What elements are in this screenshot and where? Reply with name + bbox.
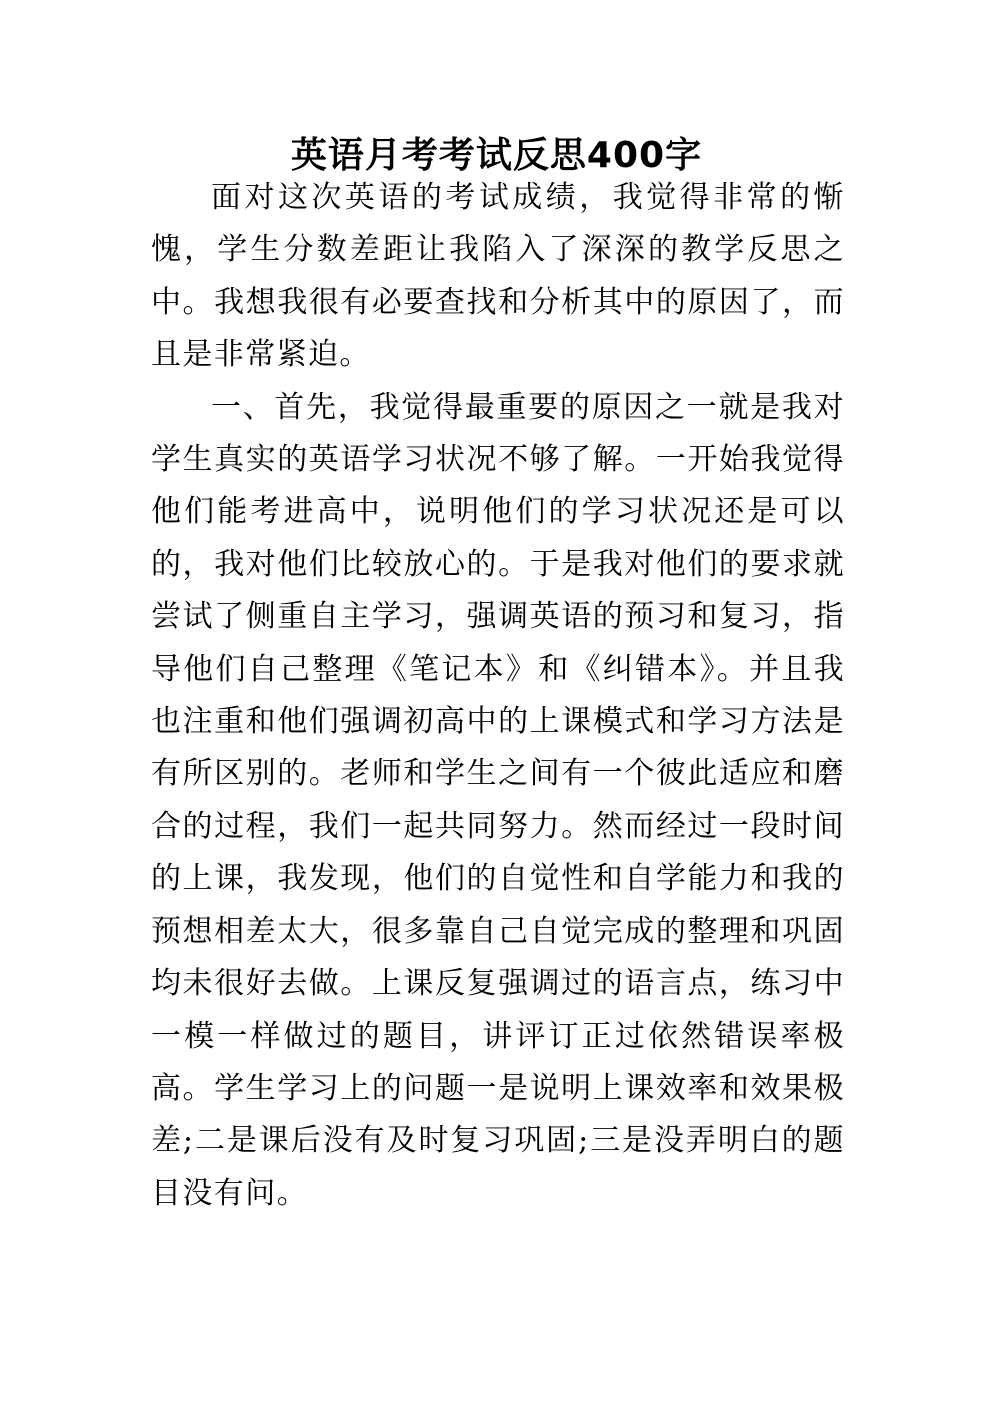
document-body (151, 172, 845, 1220)
paragraph-intro: 面对这次英语的考试成绩，我觉得非常的惭愧，学生分数差距让我陷入了深深的教学反思之中。我想我很有必要查找和分析其中的原因了，而且是非常紧迫。 (151, 180, 845, 373)
document-title: 英语月考考试反思400字 (290, 135, 703, 176)
paragraph-reason-one: 一、首先，我觉得最重要的原因之一就是我对学生真实的英语学习状况不够了解。一开始我觉得他们能考进高中，说明他们的学习状况还是可以的，我对他们比较放心的。于是我对他们的要求就尝试了侧重自主学习，强调英语的预习和复习，指导他们自己整理《笔记本》和《纠错本》。并且我也注重和他们强调初高中的上课模式和学习方法是有所区别的。老师和学生之间有一个彼此适应和磨合的过程，我们一起共同努力。然而经过一段时间的上课，我发现，他们的自觉性和自学能力和我的预想相差太大，很多靠自己自觉完成的整理和巩固均未很好去做。上课反复强调过的语言点，练习中一模一样做过的题目，讲评订正过依然错误率极高。学生学习上的问题一是说明上课效率和效果极差;二是课后没有及时复习巩固;三是没弄明白的题目没有问。 (151, 389, 845, 1211)
